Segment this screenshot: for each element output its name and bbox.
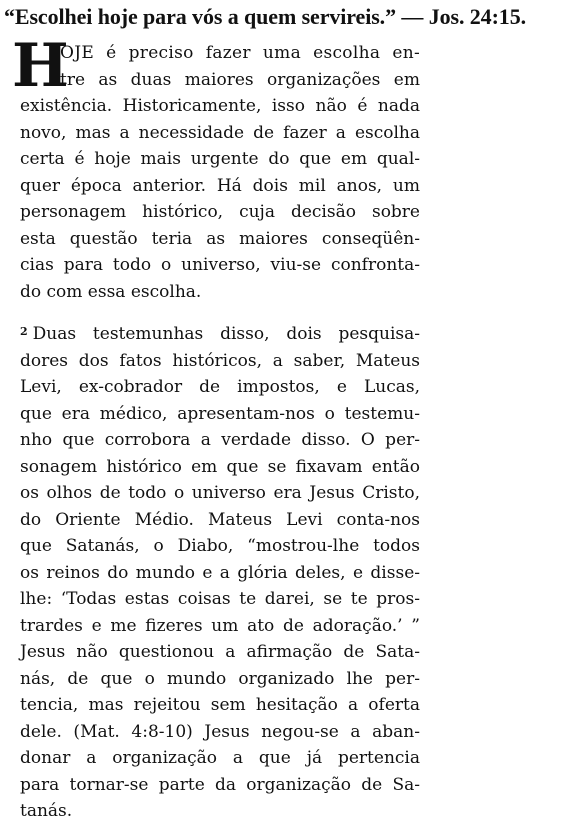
paragraph-line: esta questão teria as maiores conseqüên- [20,228,420,249]
header-separator: — [401,4,424,29]
paragraph-line: cias para todo o universo, viu-se confronta- [20,255,420,275]
paragraph-line: certa é hoje mais urgente do que em qual- [20,149,420,169]
paragraph-line: do Oriente Médio. Mateus Levi conta-nos [20,509,420,530]
paragraph-line: dele. (Mat. 4:8-10) Jesus negou-se a aban- [20,721,420,742]
paragraph-line: sonagem histórico em que se fixavam então [20,456,420,477]
theme-quote: “Escolhei hoje para vós a quem servireis.” [4,4,396,29]
paragraph-line: tanás. [20,801,73,821]
paragraph-line: tencia, mas rejeitou sem hesitação a oferta [20,695,420,715]
paragraph-line: nás, de que o mundo organizado lhe per- [20,668,420,689]
paragraph-line: donar a organização a que já pertencia [20,748,420,768]
paragraph-line: para tornar-se parte da organização de Sa- [20,774,420,795]
drop-cap: H [12,31,67,101]
paragraph-line: tre as duas maiores organizações em [60,69,420,90]
paragraph-line: OJE é preciso fazer uma escolha en- [60,43,420,63]
paragraph-line: os reinos do mundo e a glória deles, e disse- [20,562,420,583]
paragraph-line: que era médico, apresentam-nos o testemu- [20,403,420,424]
paragraph-line: trardes e me fizeres um ato de adoração.’ ” [20,615,420,636]
paragraph-spacer [20,305,420,319]
paragraph-line: os olhos de todo o universo era Jesus Cristo, [20,483,420,503]
paragraph-number: 2 [20,325,28,338]
paragraph-line: lhe: ‘Todas estas coisas te darei, se te pros- [20,589,420,609]
scripture-reference: Jos. 24:15. [428,4,526,29]
paragraph-line: que Satanás, o Diabo, “mostrou-lhe todos [20,536,420,556]
article-body [12,31,420,825]
paragraph-line: novo, mas a necessidade de fazer a escolha [20,122,420,143]
paragraph-line: personagem histórico, cuja decisão sobre [20,202,420,222]
theme-scripture-header [4,4,562,30]
paragraph-line: dores dos fatos históricos, a saber, Mateus [20,350,420,371]
paragraph-2 [20,319,420,825]
paragraph-line: existência. Historicamente, isso não é nada [20,96,420,116]
paragraph-1 [12,31,420,305]
paragraph-line: Jesus não questionou a afirmação de Sata- [20,642,420,662]
paragraph-line: Levi, ex-cobrador de impostos, e Lucas, [20,377,420,397]
paragraph-line: nho que corrobora a verdade disso. O per- [20,430,420,450]
paragraph-line: quer época anterior. Há dois mil anos, um [20,175,420,196]
paragraph-line [20,319,420,348]
paragraph-line: do com essa escolha. [20,281,202,302]
paragraph-line-text: Duas testemunhas disso, dois pesquisa- [32,324,420,344]
